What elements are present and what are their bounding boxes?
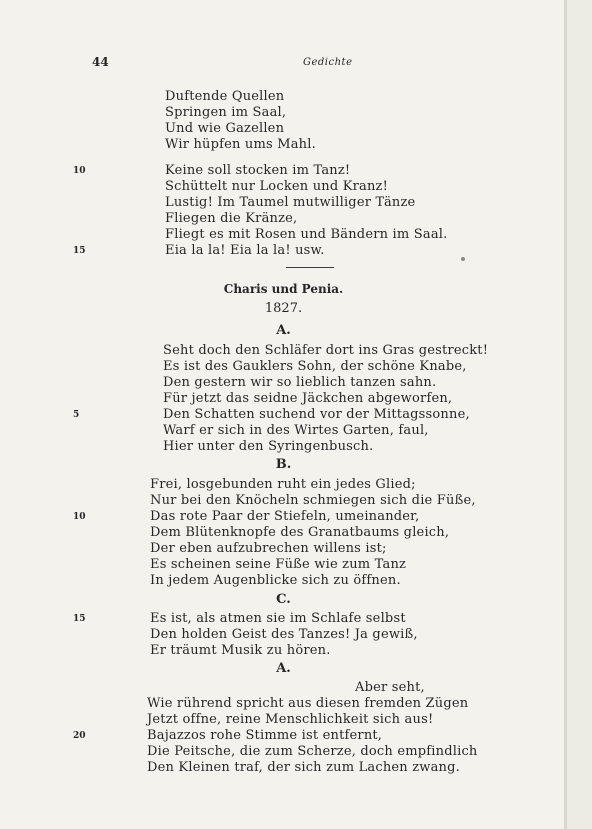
poem-year: 1827.: [264, 301, 303, 316]
verse-line: Seht doch den Schläfer dort ins Gras gestreckt!: [163, 343, 489, 358]
verse-line: Frei, losgebunden ruht ein jedes Glied;: [150, 477, 416, 492]
verse-line: Den Kleinen traf, der sich zum Lachen zwang.: [147, 760, 460, 775]
verse-line: Aber seht,: [355, 680, 425, 695]
verse-line: Es scheinen seine Füße wie zum Tanz: [150, 557, 407, 572]
verse-line: Springen im Saal,: [165, 105, 287, 120]
verse-line: Eia la la! Eia la la! usw.: [165, 243, 325, 258]
verse-line: Den gestern wir so lieblich tanzen sahn.: [163, 375, 437, 390]
verse-line: Hier unter den Syringenbusch.: [163, 439, 374, 454]
verse-line: Und wie Gazellen: [165, 121, 285, 136]
line-number: 15: [73, 246, 86, 256]
verse-line: Lustig! Im Taumel mutwilliger Tänze: [165, 195, 416, 210]
speaker-label: A.: [276, 661, 291, 676]
verse-line: In jedem Augenblicke sich zu öffnen.: [150, 573, 401, 588]
verse-line: Keine soll stocken im Tanz!: [165, 163, 351, 178]
line-number: 5: [73, 410, 80, 420]
speaker-label: C.: [276, 592, 291, 607]
verse-line: Den Schatten suchend vor der Mittagssonne,: [163, 407, 470, 422]
speaker-label: A.: [276, 323, 291, 338]
verse-line: Den holden Geist des Tanzes! Ja gewiß,: [150, 627, 418, 642]
line-number: 15: [73, 614, 86, 624]
verse-line: Wir hüpfen ums Mahl.: [165, 137, 316, 152]
running-title: Gedichte: [303, 57, 353, 68]
paper-speck: [461, 257, 465, 261]
speaker-label: B.: [275, 457, 292, 472]
verse-line: Wie rührend spricht aus diesen fremden Zügen: [147, 696, 469, 711]
poem-title: Charis und Penia.: [223, 282, 344, 296]
page-number: 44: [92, 55, 109, 69]
verse-line: Es ist, als atmen sie im Schlafe selbst: [150, 611, 406, 626]
verse-line: Bajazzos rohe Stimme ist entfernt,: [147, 728, 383, 743]
verse-line: Dem Blütenknopfe des Granatbaums gleich,: [150, 525, 450, 540]
verse-line: Jetzt offne, reine Menschlichkeit sich aus!: [147, 712, 434, 727]
verse-line: Er träumt Musik zu hören.: [150, 643, 331, 658]
section-divider: [286, 267, 334, 268]
verse-line: Fliegen die Kränze,: [165, 211, 298, 226]
verse-line: Warf er sich in des Wirtes Garten, faul,: [163, 423, 429, 438]
verse-line: Duftende Quellen: [165, 89, 285, 104]
verse-line: Das rote Paar der Stiefeln, umeinander,: [150, 509, 420, 524]
verse-line: Der eben aufzubrechen willens ist;: [150, 541, 387, 556]
verse-line: Die Peitsche, die zum Scherze, doch empfindlich: [147, 744, 478, 759]
verse-line: Nur bei den Knöcheln schmiegen sich die Füße,: [150, 493, 476, 508]
line-number: 10: [73, 166, 86, 176]
verse-line: Es ist des Gauklers Sohn, der schöne Knabe,: [163, 359, 467, 374]
verse-line: Fliegt es mit Rosen und Bändern im Saal.: [165, 227, 448, 242]
verse-line: Schüttelt nur Locken und Kranz!: [165, 179, 389, 194]
line-number: 20: [73, 731, 86, 741]
line-number: 10: [73, 512, 86, 522]
verse-line: Für jetzt das seidne Jäckchen abgeworfen,: [163, 391, 453, 406]
